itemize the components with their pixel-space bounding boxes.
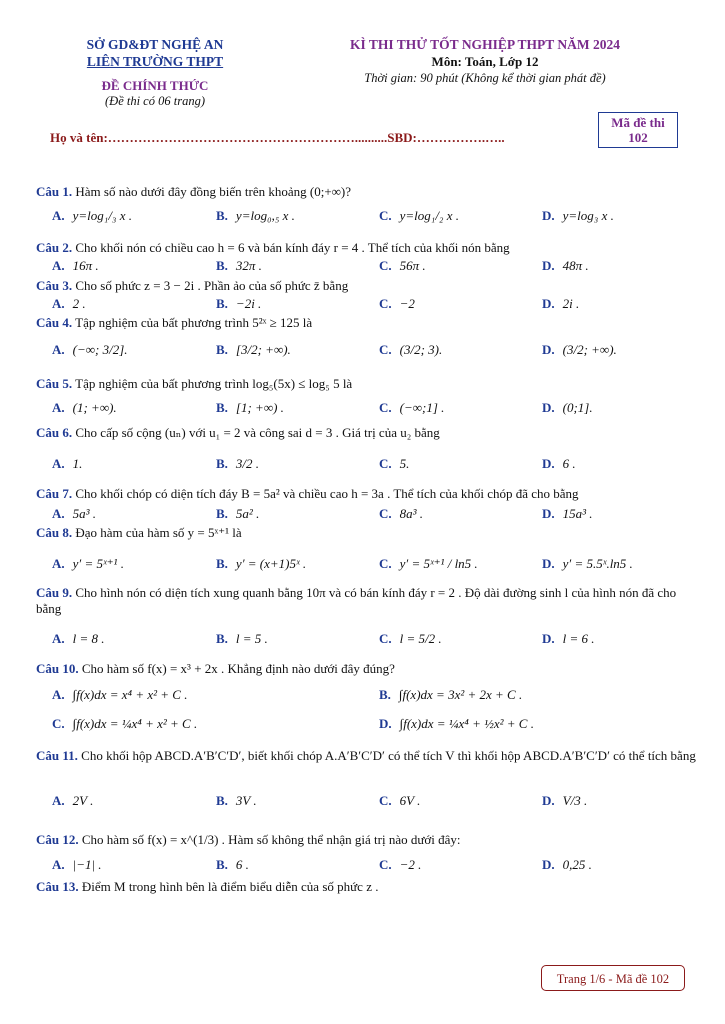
option-text: l = 5 . <box>235 631 268 646</box>
option-text: y′ = 5ˣ⁺¹ . <box>72 556 124 571</box>
department-name: SỞ GD&ĐT NGHỆ AN <box>86 37 224 52</box>
question-text: Cho hàm số f(x) = x³ + 2x . Khẳng định nào dưới đây đúng? <box>81 661 395 676</box>
question-text: Cho số phức z = 3 − 2i . Phần ảo của số phức z̄ bằng <box>75 278 349 293</box>
question-7 <box>36 486 696 502</box>
option-b <box>216 400 284 416</box>
option-a <box>52 793 93 809</box>
option-letter: A. <box>52 208 65 223</box>
question-6 <box>36 425 696 441</box>
question-text: Cho khối hộp ABCD.A′B′C′D′, biết khối chóp A.A′B′C′D′ có thể tích V thì khối hộp ABCD.A′B′C′D′ có thể tích bằng <box>81 748 696 763</box>
option-letter: A. <box>52 556 65 571</box>
option-letter: D. <box>542 793 555 808</box>
option-letter: C. <box>379 556 392 571</box>
option-text: [3/2; +∞). <box>235 342 291 357</box>
option-text: y′ = (x+1)5ˣ . <box>235 556 307 571</box>
header-left <box>40 36 270 109</box>
question-text: Cho cấp số cộng (uₙ) với u₁ = 2 và công sai d = 3 . Giá trị của u₂ bằng <box>75 425 440 440</box>
option-a <box>52 400 117 416</box>
school-name: LIÊN TRƯỜNG THPT <box>86 54 224 69</box>
option-text: (3/2; 3). <box>399 342 443 357</box>
option-letter: A. <box>52 296 65 311</box>
option-letter: C. <box>379 208 392 223</box>
option-a <box>52 258 99 274</box>
option-c <box>379 556 478 572</box>
option-d <box>542 342 617 358</box>
option-a <box>52 208 132 224</box>
option-text: 5a² . <box>235 506 260 521</box>
question-label: Câu 6. <box>36 425 73 440</box>
option-letter: B. <box>216 400 228 415</box>
option-d <box>542 208 614 224</box>
question-label: Câu 9. <box>36 585 73 600</box>
option-text: −2i . <box>235 296 262 311</box>
option-text: 6 . <box>235 857 249 872</box>
option-letter: B. <box>216 342 228 357</box>
option-letter: A. <box>52 258 65 273</box>
option-letter: A. <box>52 687 65 702</box>
option-c <box>379 400 444 416</box>
question-text: Tập nghiệm của bất phương trình 5²ˣ ≥ 125 là <box>75 315 313 330</box>
question-10 <box>36 661 696 677</box>
option-letter: D. <box>542 342 555 357</box>
question-text: Điểm M trong hình bên là điểm biểu diễn của số phức z . <box>81 879 379 894</box>
option-d <box>542 456 576 472</box>
question-12 <box>36 832 696 848</box>
page-footer: Trang 1/6 - Mã đề 102 <box>541 965 685 991</box>
option-letter: A. <box>52 400 65 415</box>
options-row <box>52 342 692 362</box>
question-label: Câu 10. <box>36 661 79 676</box>
question-text: Tập nghiệm của bất phương trình log₅(5x) ≤ log₅ 5 là <box>75 376 353 391</box>
question-text: Đạo hàm của hàm số y = 5ˣ⁺¹ là <box>75 525 242 540</box>
option-letter: A. <box>52 793 65 808</box>
option-b <box>216 631 268 647</box>
exam-code-label: Mã đề thi <box>611 115 665 130</box>
option-c <box>379 793 420 809</box>
options-row <box>52 456 692 476</box>
option-a <box>52 556 124 572</box>
option-letter: C. <box>379 631 392 646</box>
option-a <box>52 631 105 647</box>
question-label: Câu 11. <box>36 748 78 763</box>
option-a <box>52 296 86 312</box>
option-c <box>379 296 415 312</box>
option-b <box>379 687 522 703</box>
option-a <box>52 857 102 873</box>
option-text: 8a³ . <box>399 506 424 521</box>
option-text: y=log₀,₅ x . <box>235 208 295 223</box>
option-text: 2V . <box>72 793 94 808</box>
question-9 <box>36 585 696 617</box>
options-row <box>52 400 692 420</box>
option-letter: B. <box>216 296 228 311</box>
option-text: 5a³ . <box>72 506 97 521</box>
option-a <box>52 506 96 522</box>
option-b <box>216 258 262 274</box>
question-label: Câu 12. <box>36 832 79 847</box>
option-letter: B. <box>216 793 228 808</box>
option-letter: B. <box>216 208 228 223</box>
question-label: Câu 7. <box>36 486 73 501</box>
options-row <box>52 258 692 278</box>
option-letter: A. <box>52 506 65 521</box>
option-a <box>52 456 82 472</box>
option-text: 6V . <box>399 793 421 808</box>
option-letter: C. <box>379 296 392 311</box>
question-label: Câu 8. <box>36 525 73 540</box>
options-row <box>52 506 692 526</box>
option-letter: D. <box>542 506 555 521</box>
option-text: 1. <box>72 456 83 471</box>
option-a <box>52 687 187 703</box>
exam-title: KÌ THI THỬ TỐT NGHIỆP THPT NĂM 2024 <box>350 37 620 52</box>
option-letter: D. <box>542 400 555 415</box>
option-text: 16π . <box>72 258 99 273</box>
option-b <box>216 793 257 809</box>
option-letter: D. <box>542 296 555 311</box>
option-text: 3V . <box>235 793 257 808</box>
option-letter: D. <box>542 857 555 872</box>
option-d <box>379 716 534 732</box>
option-text: y′ = 5.5ˣ.ln5 . <box>562 556 633 571</box>
option-text: 0,25 . <box>562 857 592 872</box>
option-d <box>542 857 592 873</box>
option-letter: A. <box>52 631 65 646</box>
option-c <box>379 506 423 522</box>
question-label: Câu 5. <box>36 376 73 391</box>
option-letter: C. <box>379 258 392 273</box>
options-row <box>52 208 692 228</box>
option-text: ∫f(x)dx = ¼x⁴ + x² + C . <box>72 716 198 731</box>
option-text: 6 . <box>562 456 576 471</box>
option-text: 15a³ . <box>562 506 593 521</box>
option-text: (−∞;1] . <box>399 400 445 415</box>
option-letter: C. <box>379 342 392 357</box>
option-letter: C. <box>379 793 392 808</box>
question-2 <box>36 240 696 256</box>
option-b <box>216 342 291 358</box>
option-text: 5. <box>399 456 410 471</box>
option-letter: B. <box>216 506 228 521</box>
question-label: Câu 2. <box>36 240 73 255</box>
option-letter: D. <box>542 631 555 646</box>
option-c <box>379 631 442 647</box>
options-row <box>52 687 692 707</box>
option-text: ∫f(x)dx = x⁴ + x² + C . <box>72 687 188 702</box>
option-text: (0;1]. <box>562 400 593 415</box>
option-text: y′ = 5ˣ⁺¹ / ln5 . <box>399 556 478 571</box>
option-d <box>542 556 633 572</box>
question-label: Câu 3. <box>36 278 73 293</box>
question-text: Cho khối nón có chiều cao h = 6 và bán kính đáy r = 4 . Thể tích của khối nón bằng <box>75 240 510 255</box>
subject-line: Môn: Toán, Lớp 12 <box>431 54 539 69</box>
option-c <box>379 208 459 224</box>
option-text: 3/2 . <box>235 456 260 471</box>
question-text: Cho hàm số f(x) = x^(1/3) . Hàm số không thể nhận giá trị nào dưới đây: <box>81 832 461 847</box>
option-text: l = 5/2 . <box>399 631 442 646</box>
option-text: [1; +∞) . <box>235 400 284 415</box>
question-13 <box>36 879 696 895</box>
option-letter: B. <box>216 631 228 646</box>
option-text: (3/2; +∞). <box>562 342 617 357</box>
question-text: Cho hình nón có diện tích xung quanh bằng 10π và có bán kính đáy r = 2 . Độ dài đường sinh l của hình nón đã cho bằng <box>36 585 677 616</box>
options-row <box>52 857 692 877</box>
option-c <box>379 456 409 472</box>
option-c <box>379 857 421 873</box>
option-letter: D. <box>542 258 555 273</box>
option-text: −2 . <box>399 857 422 872</box>
option-b <box>216 456 259 472</box>
option-letter: C. <box>379 506 392 521</box>
option-text: 32π . <box>235 258 262 273</box>
option-c <box>379 258 426 274</box>
option-b <box>216 208 295 224</box>
option-text: y=log₃ x . <box>562 208 614 223</box>
option-text: |−1| . <box>72 857 102 872</box>
option-text: y=log₁/₂ x . <box>399 208 459 223</box>
pages-note: (Đề thi có 06 trang) <box>105 94 205 108</box>
option-text: y=log₁/₃ x . <box>72 208 132 223</box>
option-text: 2 . <box>72 296 86 311</box>
question-5 <box>36 376 696 392</box>
option-text: l = 8 . <box>72 631 105 646</box>
question-3 <box>36 278 696 294</box>
exam-code-box <box>598 112 678 148</box>
question-8 <box>36 525 696 541</box>
option-b <box>216 296 261 312</box>
option-letter: D. <box>542 456 555 471</box>
options-row <box>52 631 692 651</box>
option-letter: C. <box>379 857 392 872</box>
option-d <box>542 258 589 274</box>
option-text: l = 6 . <box>562 631 595 646</box>
option-letter: B. <box>216 258 228 273</box>
option-b <box>216 506 259 522</box>
option-text: ∫f(x)dx = ¼x⁴ + ½x² + C . <box>399 716 534 731</box>
name-sbd-line: Họ và tên:…………………………………………………..........SBD:…………….….. <box>50 130 505 145</box>
option-letter: A. <box>52 857 65 872</box>
option-d <box>542 506 593 522</box>
option-text: ∫f(x)dx = 3x² + 2x + C . <box>398 687 523 702</box>
option-letter: C. <box>379 400 392 415</box>
options-row <box>52 716 692 736</box>
option-b <box>216 556 306 572</box>
official-label: ĐỀ CHÍNH THỨC <box>101 78 209 93</box>
question-text: Cho khối chóp có diện tích đáy B = 5a² và chiều cao h = 3a . Thể tích của khối chóp đã cho bằng <box>75 486 579 501</box>
option-d <box>542 793 587 809</box>
exam-code-value: 102 <box>628 130 648 145</box>
option-letter: A. <box>52 456 65 471</box>
question-1 <box>36 184 696 200</box>
question-11 <box>36 748 696 764</box>
option-c <box>52 716 197 732</box>
option-letter: D. <box>542 208 555 223</box>
header-right <box>305 36 665 87</box>
option-text: 48π . <box>562 258 589 273</box>
question-label: Câu 1. <box>36 184 73 199</box>
option-text: (1; +∞). <box>72 400 117 415</box>
options-row <box>52 296 692 316</box>
option-letter: B. <box>216 556 228 571</box>
time-line: Thời gian: 90 phút (Không kể thời gian phát đề) <box>364 71 606 85</box>
option-text: 2i . <box>562 296 580 311</box>
option-letter: D. <box>379 716 392 731</box>
option-text: V/3 . <box>562 793 588 808</box>
option-c <box>379 342 442 358</box>
option-a <box>52 342 128 358</box>
option-text: −2 <box>399 296 415 311</box>
option-d <box>542 296 579 312</box>
option-letter: A. <box>52 342 65 357</box>
question-text: Hàm số nào dưới đây đồng biến trên khoảng (0;+∞)? <box>75 184 352 199</box>
option-d <box>542 631 595 647</box>
option-b <box>216 857 249 873</box>
option-text: 56π . <box>399 258 426 273</box>
option-letter: B. <box>216 456 228 471</box>
options-row <box>52 556 692 576</box>
question-label: Câu 4. <box>36 315 73 330</box>
option-letter: D. <box>542 556 555 571</box>
option-letter: C. <box>379 456 392 471</box>
option-letter: B. <box>216 857 228 872</box>
option-text: (−∞; 3/2]. <box>72 342 128 357</box>
options-row <box>52 793 692 813</box>
option-d <box>542 400 593 416</box>
option-letter: B. <box>379 687 391 702</box>
option-letter: C. <box>52 716 65 731</box>
question-4 <box>36 315 696 331</box>
question-label: Câu 13. <box>36 879 79 894</box>
